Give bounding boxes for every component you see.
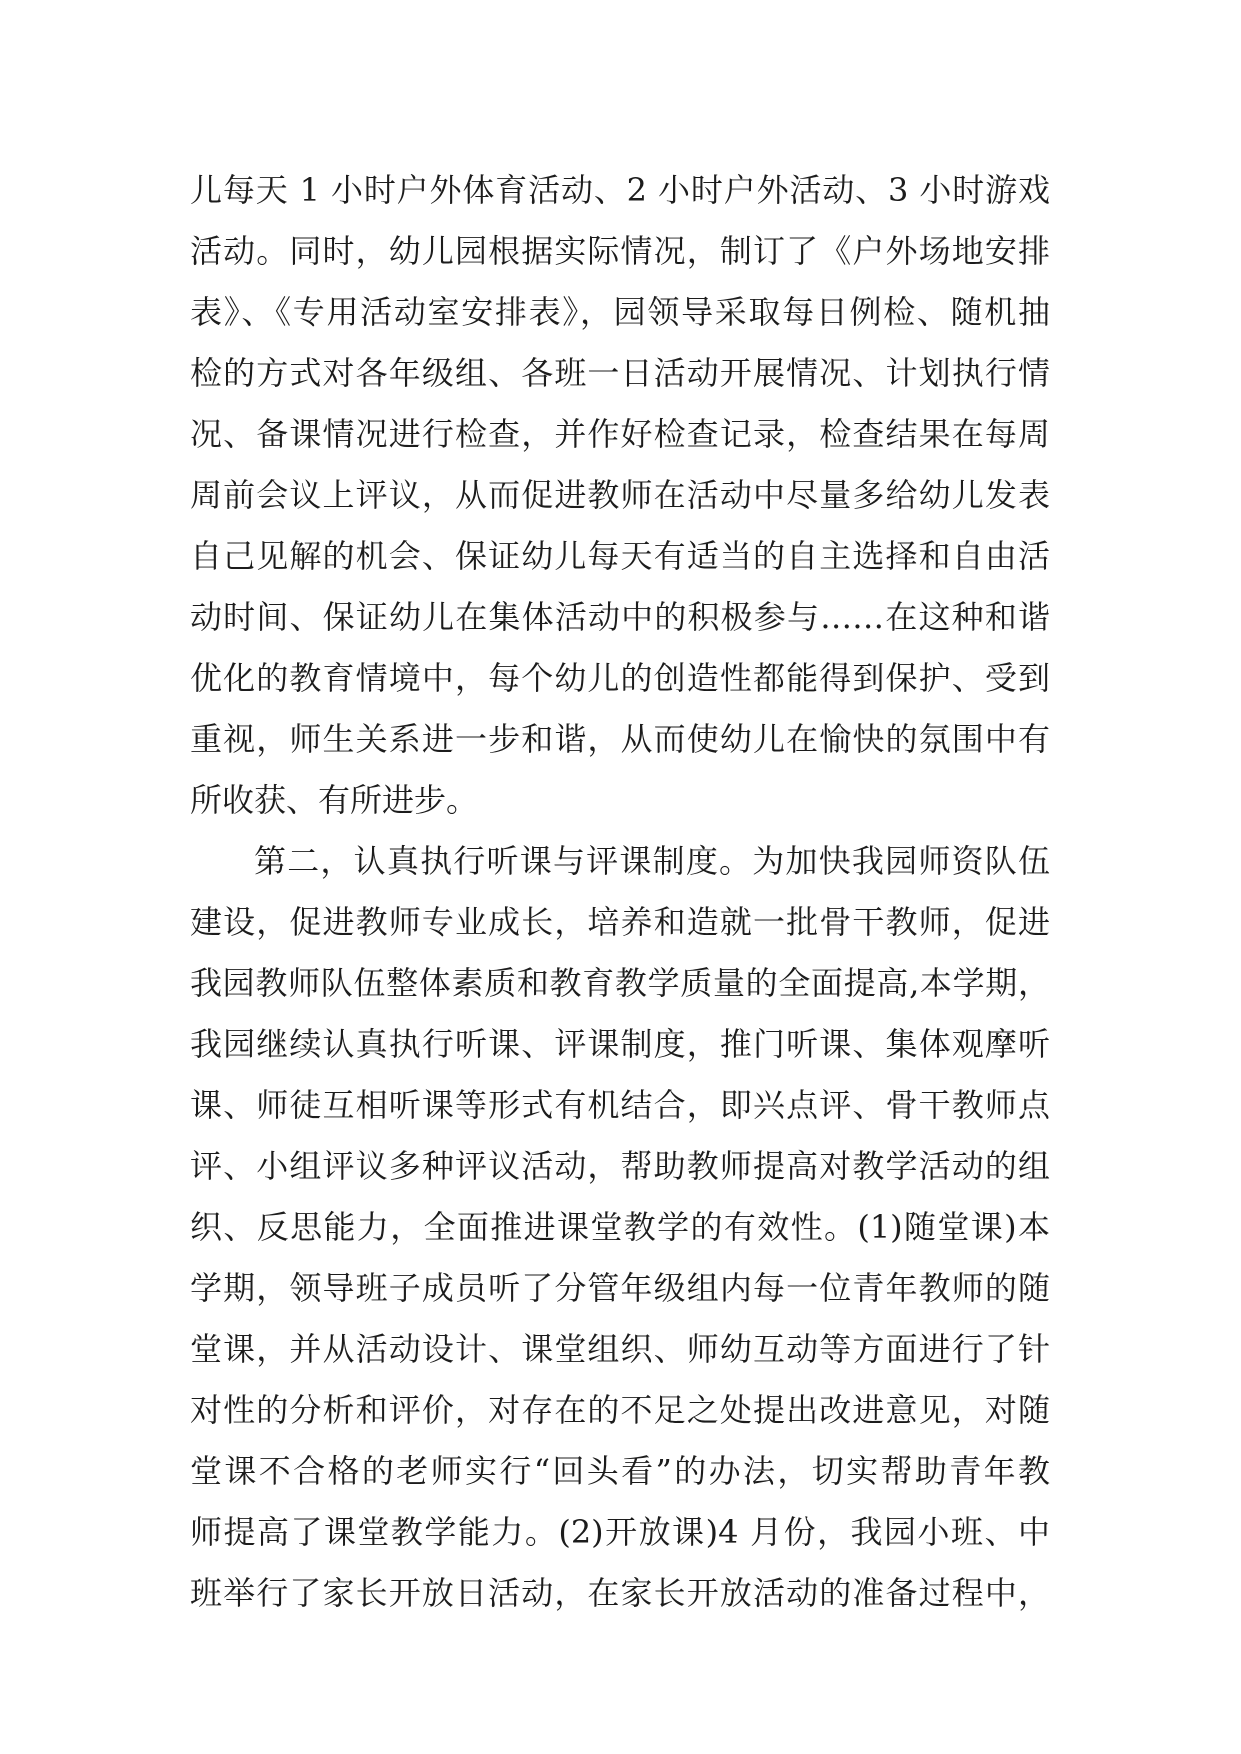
text-line: 对性的分析和评价，对存在的不足之处提出改进意见，对随 (190, 1391, 1050, 1429)
text-line: 建设，促进教师专业成长，培养和造就一批骨干教师，促进 (190, 903, 1050, 941)
document-body (190, 160, 1050, 1624)
text-line: 动时间、保证幼儿在集体活动中的积极参与……在这种和谐 (190, 598, 1050, 636)
paragraph-1 (190, 160, 1050, 831)
text-line: 班举行了家长开放日活动，在家长开放活动的准备过程中， (190, 1574, 1050, 1612)
text-line: 检的方式对各年级组、各班一日活动开展情况、计划执行情 (190, 354, 1050, 392)
text-line: 堂课不合格的老师实行“回头看”的办法，切实帮助青年教 (190, 1452, 1050, 1490)
text-line: 堂课，并从活动设计、课堂组织、师幼互动等方面进行了针 (190, 1330, 1050, 1368)
text-line: 第二，认真执行听课与评课制度。为加快我园师资队伍 (254, 842, 1050, 880)
text-line: 我园继续认真执行听课、评课制度，推门听课、集体观摩听 (190, 1025, 1050, 1063)
text-line: 自己见解的机会、保证幼儿每天有适当的自主选择和自由活 (190, 537, 1050, 575)
text-line: 学期，领导班子成员听了分管年级组内每一位青年教师的随 (190, 1269, 1050, 1307)
text-line: 所收获、有所进步。 (190, 781, 479, 819)
text-line: 评、小组评议多种评议活动，帮助教师提高对教学活动的组 (190, 1147, 1050, 1185)
text-line: 师提高了课堂教学能力。(2)开放课)4 月份，我园小班、中 (190, 1513, 1050, 1551)
text-line: 优化的教育情境中，每个幼儿的创造性都能得到保护、受到 (190, 659, 1050, 697)
text-line: 表》、《专用活动室安排表》，园领导采取每日例检、随机抽 (190, 293, 1050, 331)
text-line: 儿每天 1 小时户外体育活动、2 小时户外活动、3 小时游戏 (190, 171, 1050, 209)
text-line: 我园教师队伍整体素质和教育教学质量的全面提高,本学期， (190, 964, 1050, 1002)
text-line: 活动。同时，幼儿园根据实际情况，制订了《户外场地安排 (190, 232, 1050, 270)
text-line: 况、备课情况进行检查，并作好检查记录，检查结果在每周 (190, 415, 1050, 453)
text-line: 周前会议上评议，从而促进教师在活动中尽量多给幼儿发表 (190, 476, 1050, 514)
text-line: 织、反思能力，全面推进课堂教学的有效性。(1)随堂课)本 (190, 1208, 1050, 1246)
paragraph-2 (190, 831, 1050, 1624)
text-line: 重视，师生关系进一步和谐，从而使幼儿在愉快的氛围中有 (190, 720, 1050, 758)
text-line: 课、师徒互相听课等形式有机结合，即兴点评、骨干教师点 (190, 1086, 1050, 1124)
